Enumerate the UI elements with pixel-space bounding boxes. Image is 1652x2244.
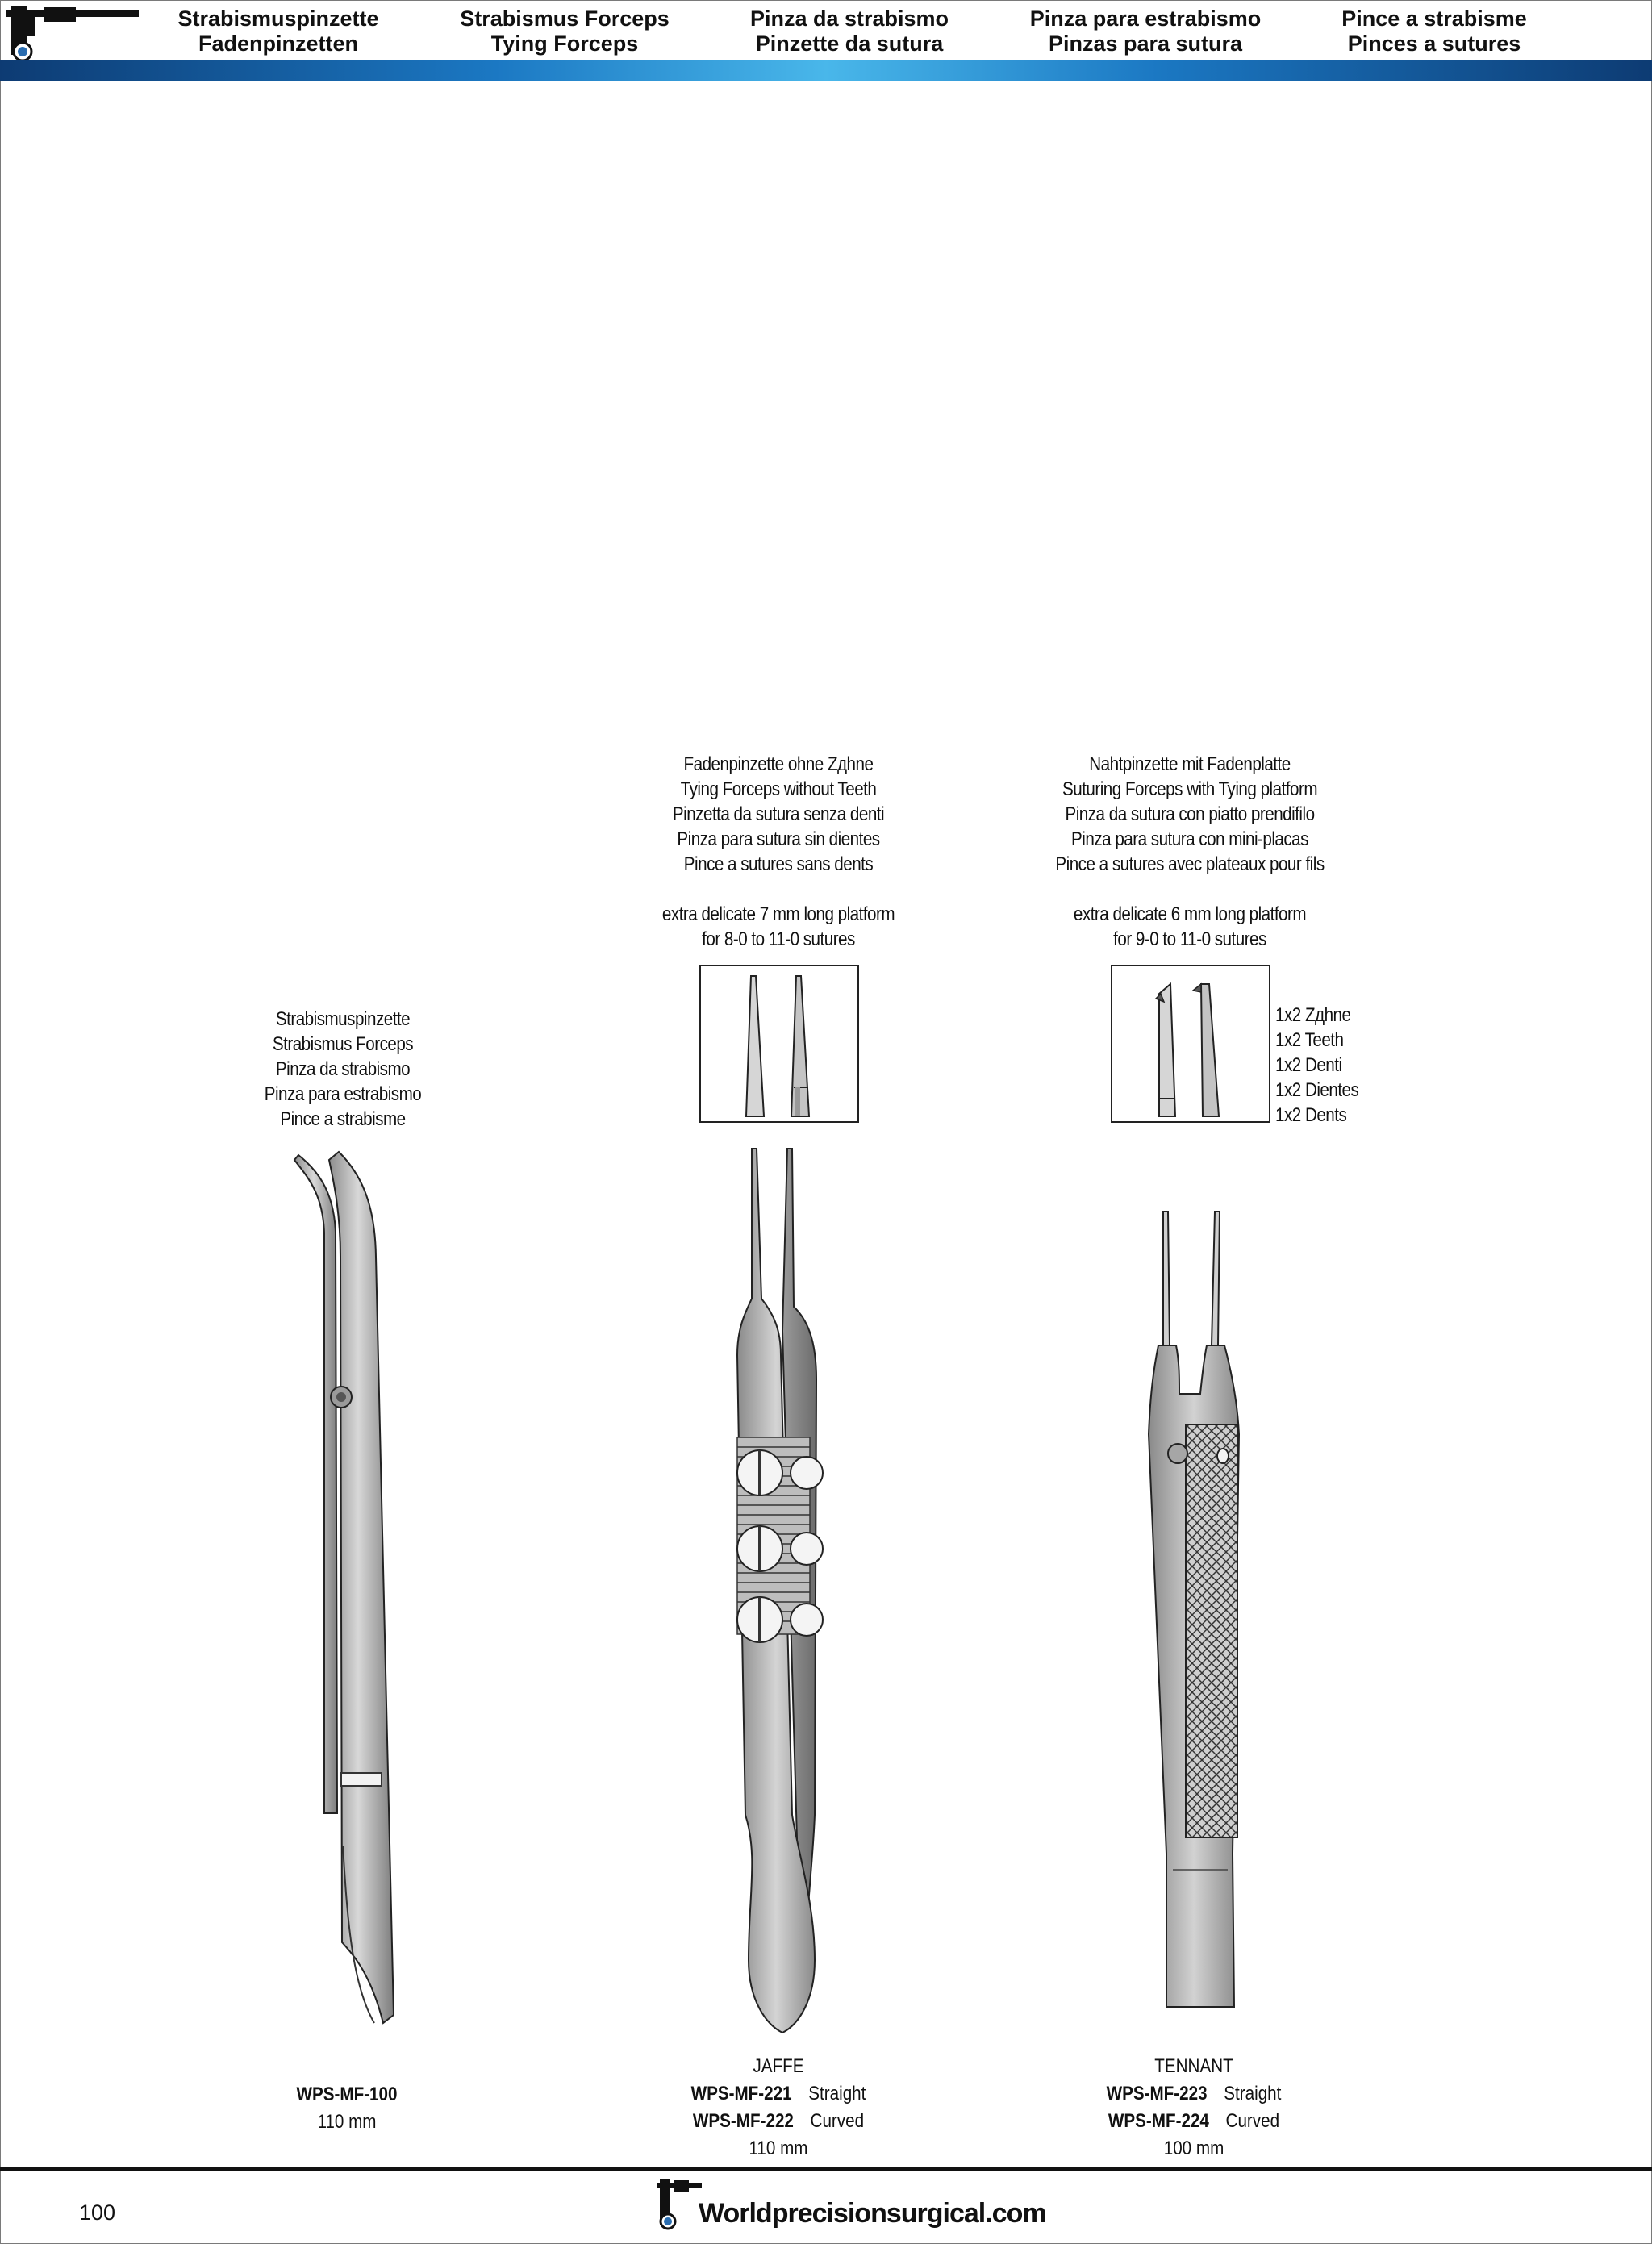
header-col-german (145, 6, 411, 56)
description-line: Pinza para sutura sin dientes (677, 828, 880, 850)
description-line: Pinza para sutura con mini-placas (1071, 828, 1308, 850)
product-name: TENNANT (1154, 2055, 1233, 2077)
header-col-line2: Fadenpinzetten (198, 31, 358, 56)
product-code: WPS-MF-100 (296, 2083, 398, 2105)
page-header (0, 0, 1652, 81)
description-line: Suturing Forceps with Tying platform (1062, 778, 1318, 800)
description-line: Pince a sutures avec plateaux pour fils (1055, 853, 1325, 875)
header-col-line1: Pinza da strabismo (749, 6, 949, 31)
description-line: Strabismus Forceps (272, 1033, 414, 1055)
product-variant-row (1083, 2080, 1304, 2108)
page-number: 100 (79, 2200, 116, 2225)
platform-line: extra delicate 6 mm long platform (1073, 903, 1307, 925)
description-line: Pince a strabisme (280, 1108, 406, 1130)
product-2-description (653, 752, 903, 952)
tennant-teeth-list (1275, 1003, 1358, 1128)
jaffe-tip-detail-box (699, 965, 859, 1123)
product-code: WPS-MF-224 (1108, 2110, 1209, 2132)
description-line: Pinza para estrabismo (264, 1083, 422, 1105)
teeth-line: 1x2 Dientes (1275, 1079, 1359, 1101)
header-col-line1: Pinza para estrabismo (1029, 6, 1262, 31)
header-col-line2: Pinzette da sutura (755, 31, 944, 56)
description-line: Pinzetta da sutura senza denti (672, 803, 885, 825)
product-variant-type: Straight (1224, 2083, 1282, 2104)
header-col-english (432, 6, 698, 56)
strabismus-forceps-illustration (274, 1144, 411, 2031)
caliper-logo-icon (3, 3, 140, 61)
knurled-grip-icon (1186, 1424, 1237, 1837)
product-1-description (232, 1007, 453, 1132)
product-variant-row (1083, 2108, 1304, 2135)
tennant-tip-detail-icon (1112, 966, 1269, 1121)
footer-divider (0, 2167, 1652, 2171)
product-length: 100 mm (1163, 2138, 1224, 2159)
product-variant-row (667, 2080, 889, 2108)
platform-line: extra delicate 7 mm long platform (661, 903, 895, 925)
teeth-line: 1x2 Denti (1275, 1054, 1342, 1076)
header-col-line2: Pinzas para sutura (1048, 31, 1243, 56)
platform-line: for 9-0 to 11-0 sutures (1113, 928, 1266, 950)
website-link[interactable]: Worldprecisionsurgical.com (699, 2198, 1046, 2229)
header-col-spanish (1012, 6, 1279, 56)
description-line: Strabismuspinzette (275, 1008, 411, 1030)
description-line: Fadenpinzette ohne Zдhne (683, 753, 874, 775)
product-variant-row (667, 2108, 889, 2135)
teeth-line: 1x2 Dents (1275, 1104, 1347, 1126)
product-variant-type: Curved (810, 2110, 865, 2132)
jaffe-forceps-illustration (726, 1145, 839, 2033)
description-line: Nahtpinzette mit Fadenplatte (1089, 753, 1291, 775)
product-code: WPS-MF-222 (692, 2110, 794, 2132)
product-variant-type: Curved (1225, 2110, 1280, 2132)
header-col-french (1301, 6, 1567, 56)
product-2-caption (667, 2053, 889, 2163)
header-gradient-bar (0, 60, 1652, 81)
tennant-tip-detail-box (1111, 965, 1270, 1123)
teeth-line: 1x2 Teeth (1275, 1029, 1344, 1051)
header-col-line1: Strabismus Forceps (460, 6, 670, 31)
jaffe-tip-detail-icon (701, 966, 857, 1121)
product-code: WPS-MF-221 (690, 2083, 792, 2104)
description-line: Pince a sutures sans dents (683, 853, 874, 875)
tennant-forceps-illustration (1144, 1208, 1257, 2015)
header-col-line1: Pince a strabisme (1341, 6, 1527, 31)
teeth-line: 1x2 Zдhne (1275, 1004, 1351, 1026)
caliper-logo-icon (655, 2178, 703, 2231)
product-variant-type: Straight (808, 2083, 866, 2104)
product-3-caption (1083, 2053, 1304, 2163)
product-length: 110 mm (749, 2138, 808, 2159)
header-col-line2: Tying Forceps (490, 31, 639, 56)
header-col-line2: Pinces a sutures (1347, 31, 1521, 56)
product-length: 110 mm (317, 2111, 377, 2133)
description-line: Pinza da strabismo (275, 1058, 411, 1080)
description-line: Tying Forceps without Teeth (680, 778, 877, 800)
product-3-description (1048, 752, 1333, 952)
product-name: JAFFE (753, 2055, 804, 2077)
description-line: Pinza da sutura con piatto prendifilo (1065, 803, 1315, 825)
header-col-italian (716, 6, 982, 56)
platform-line: for 8-0 to 11-0 sutures (702, 928, 855, 950)
product-1-caption (257, 2081, 437, 2136)
product-code: WPS-MF-223 (1106, 2083, 1208, 2104)
header-col-line1: Strabismuspinzette (177, 6, 379, 31)
